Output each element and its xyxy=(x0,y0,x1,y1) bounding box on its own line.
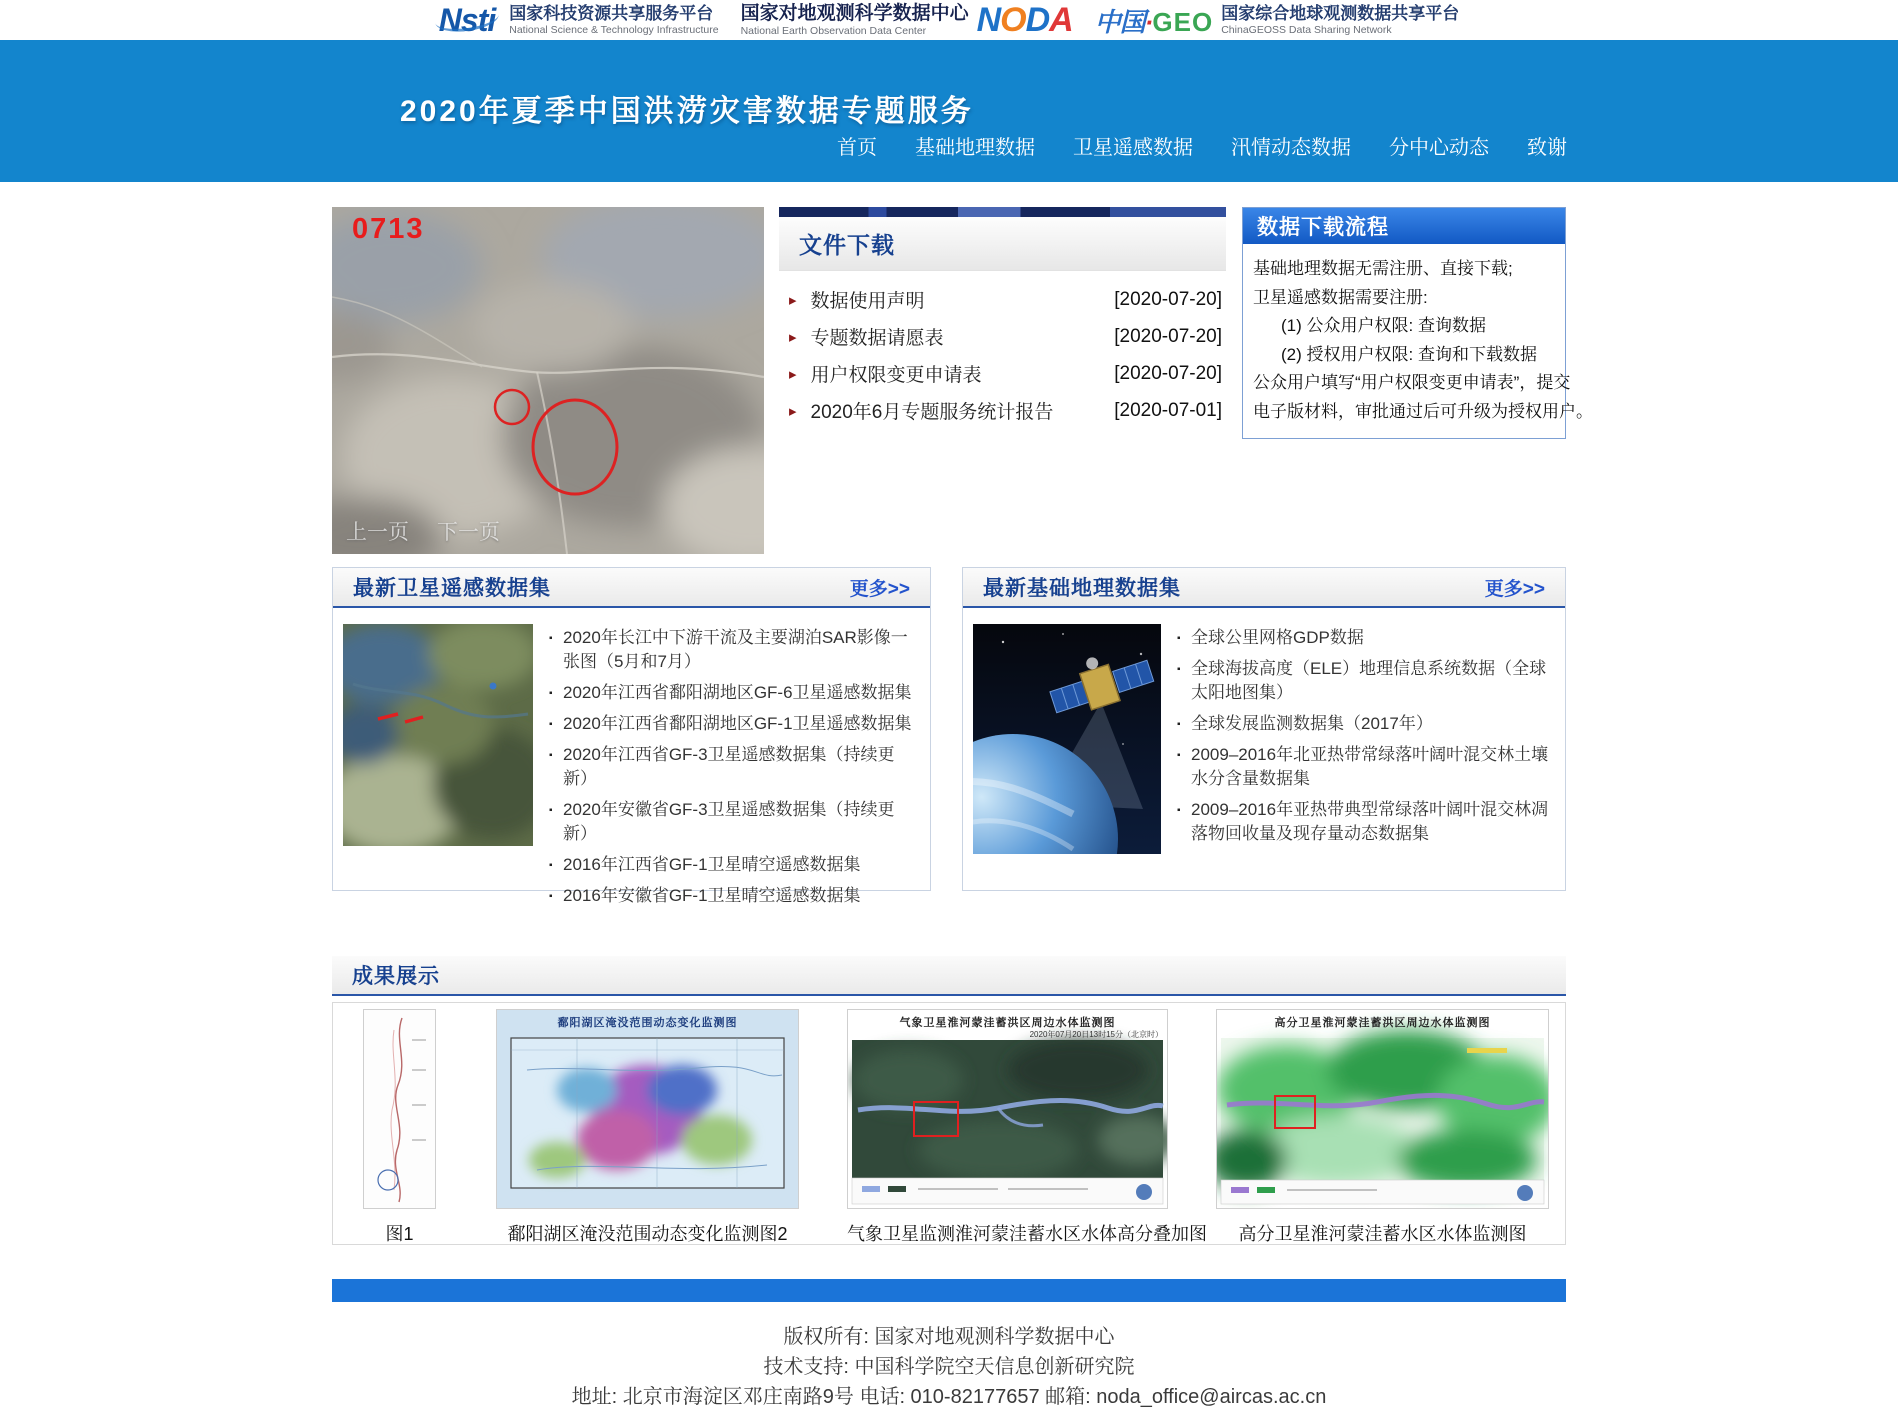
top-logo-bar xyxy=(0,0,1898,40)
process-line: 基础地理数据无需注册、直接下载; xyxy=(1253,259,1513,278)
result-thumbnail-1[interactable] xyxy=(363,1009,436,1246)
results-panel-header xyxy=(332,956,1566,996)
dataset-link[interactable]: ▪ 全球公里网格GDP数据 xyxy=(1177,626,1553,650)
result-caption: 图1 xyxy=(385,1224,414,1244)
footer xyxy=(332,1322,1566,1412)
arrow-bullet-icon: ▸ xyxy=(789,365,797,383)
results-panel-title: 成果展示 xyxy=(352,965,440,988)
download-item-label[interactable]: 专题数据请愿表 xyxy=(810,328,944,349)
result-image-subtitle: 2020年07月20日13时15分（北京时） xyxy=(1029,1030,1163,1039)
download-panel-title: 文件下载 xyxy=(779,217,1226,271)
dataset-link[interactable]: ▪ 2016年安徽省GF-1卫星晴空遥感数据集 xyxy=(549,884,918,908)
main-nav xyxy=(837,131,1567,160)
noda-logo-title: 国家对地观测科学数据中心 xyxy=(740,3,969,25)
square-bullet-icon: ▪ xyxy=(549,688,553,699)
nsti-logo-icon: Nsti xyxy=(439,2,501,39)
earth-satellite-image xyxy=(973,624,1161,854)
nsti-logo-title: 国家科技资源共享服务平台 xyxy=(509,4,714,24)
nav-item-basic-geo-data[interactable]: 基础地理数据 xyxy=(915,137,1035,159)
nav-item-home[interactable]: 首页 xyxy=(837,137,877,159)
footer-contact: 地址: 北京市海淀区邓庄南路9号 电话: 010-82177657 邮箱: noda_office@aircas.ac.cn xyxy=(571,1386,1327,1408)
satellite-panel-more-link[interactable]: 更多>> xyxy=(849,578,910,600)
chinageoss-logo-title: 国家综合地球观测数据共享平台 xyxy=(1221,4,1460,24)
huaihe-gf-map-image xyxy=(1217,1010,1548,1208)
geo-panel-thumbnail[interactable] xyxy=(973,624,1161,874)
dataset-link[interactable]: ▪ 2020年长江中下游干流及主要湖泊SAR影像一张图（5月和7月） xyxy=(549,628,908,671)
download-item-date: [2020-07-20] xyxy=(1114,288,1222,310)
result-caption: 鄱阳湖区淹没范围动态变化监测图2 xyxy=(507,1224,788,1244)
nsti-logo[interactable] xyxy=(439,2,719,39)
download-panel-top-bar xyxy=(779,207,1226,217)
satellite-panel-thumbnail[interactable] xyxy=(343,624,533,874)
geo-panel-more-link[interactable]: 更多>> xyxy=(1484,578,1545,600)
square-bullet-icon: ▪ xyxy=(1177,805,1181,816)
flood-satellite-image xyxy=(332,207,764,554)
nav-item-flood-dynamic-data[interactable]: 汛情动态数据 xyxy=(1231,137,1351,159)
result-caption: 高分卫星淮河蒙洼蓄水区水体监测图 xyxy=(1238,1224,1527,1244)
dataset-link[interactable]: ▪ 2020年江西省鄱阳湖地区GF-6卫星遥感数据集 xyxy=(549,681,918,705)
download-item-date: [2020-07-20] xyxy=(1114,362,1222,384)
chinageoss-logo-icon: 中国·GEO xyxy=(1094,6,1214,37)
dataset-link[interactable]: ▪ 2020年江西省鄱阳湖地区GF-1卫星遥感数据集 xyxy=(549,712,918,736)
site-banner xyxy=(0,40,1898,182)
arrow-bullet-icon: ▸ xyxy=(789,291,797,309)
dataset-link[interactable]: ▪ 2020年安徽省GF-3卫星遥感数据集（持续更新） xyxy=(549,800,895,843)
satellite-panel-title: 最新卫星遥感数据集 xyxy=(353,577,551,600)
download-item-label[interactable]: 2020年6月专题服务统计报告 xyxy=(810,402,1054,423)
nav-item-subcenter-news[interactable]: 分中心动态 xyxy=(1389,137,1489,159)
process-box-title: 数据下载流程 xyxy=(1243,208,1565,244)
result-image-title: 气象卫星淮河蒙洼蓄洪区周边水体监测图 xyxy=(899,1017,1116,1029)
terrain-map-image xyxy=(343,624,533,846)
prev-page-button[interactable]: 上一页 xyxy=(346,521,409,544)
page-title: 2020年夏季中国洪涝灾害数据专题服务 xyxy=(400,95,974,128)
nav-item-satellite-data[interactable]: 卫星遥感数据 xyxy=(1073,137,1193,159)
arrow-bullet-icon: ▸ xyxy=(789,402,797,420)
square-bullet-icon: ▪ xyxy=(549,750,553,761)
download-item-label[interactable]: 用户权限变更申请表 xyxy=(810,365,982,386)
process-line: 公众用户填写“用户权限变更申请表”，提交 xyxy=(1253,373,1571,392)
result-thumbnail-4[interactable] xyxy=(1216,1009,1549,1246)
nav-item-acknowledgement[interactable]: 致谢 xyxy=(1527,137,1567,159)
footer-tech-support: 技术支持: 中国科学院空天信息创新研究院 xyxy=(763,1356,1135,1378)
results-gallery xyxy=(332,1002,1566,1245)
chinageoss-logo[interactable] xyxy=(1095,2,1459,39)
download-item[interactable] xyxy=(779,281,1226,318)
square-bullet-icon: ▪ xyxy=(549,891,553,902)
hero-satellite-slide[interactable] xyxy=(332,207,764,554)
square-bullet-icon: ▪ xyxy=(549,633,553,644)
geo-dataset-list xyxy=(1161,626,1553,874)
result-thumbnail-3[interactable] xyxy=(847,1009,1207,1246)
square-bullet-icon: ▪ xyxy=(1177,750,1181,761)
result-image-title: 鄱阳湖区淹没范围动态变化监测图 xyxy=(557,1017,738,1029)
download-item[interactable] xyxy=(779,318,1226,355)
dataset-link[interactable]: ▪ 全球发展监测数据集（2017年） xyxy=(1177,712,1553,736)
map-strip-image xyxy=(364,1010,435,1208)
square-bullet-icon: ▪ xyxy=(1177,719,1181,730)
dataset-link[interactable]: ▪ 2020年江西省GF-3卫星遥感数据集（持续更新） xyxy=(549,745,895,788)
file-download-panel xyxy=(779,207,1226,429)
geo-panel-title: 最新基础地理数据集 xyxy=(983,577,1181,600)
noda-logo-subtitle: National Earth Observation Data Center xyxy=(740,24,927,37)
download-item[interactable] xyxy=(779,355,1226,392)
dataset-link[interactable]: ▪ 2016年江西省GF-1卫星晴空遥感数据集 xyxy=(549,853,918,877)
satellite-dataset-list xyxy=(533,626,918,905)
dataset-link[interactable]: ▪ 2009–2016年北亚热带常绿落叶阔叶混交林土壤水分含量数据集 xyxy=(1177,745,1549,788)
download-item[interactable] xyxy=(779,392,1226,429)
result-thumbnail-2[interactable] xyxy=(496,1009,799,1246)
square-bullet-icon: ▪ xyxy=(1177,664,1181,675)
latest-basic-geo-datasets-panel xyxy=(962,567,1566,891)
next-page-button[interactable]: 下一页 xyxy=(437,521,500,544)
square-bullet-icon: ▪ xyxy=(1177,633,1181,644)
arrow-bullet-icon: ▸ xyxy=(789,328,797,346)
process-line: (2) 授权用户权限: 查询和下载数据 xyxy=(1281,344,1537,364)
square-bullet-icon: ▪ xyxy=(549,805,553,816)
noda-logo-icon: NODA xyxy=(976,0,1073,39)
download-item-date: [2020-07-01] xyxy=(1114,399,1222,421)
hero-date-label: 0713 xyxy=(352,213,425,245)
result-image-title: 高分卫星淮河蒙洼蓄洪区周边水体监测图 xyxy=(1274,1017,1491,1029)
latest-satellite-datasets-panel xyxy=(332,567,931,905)
process-line: 卫星遥感数据需要注册: xyxy=(1253,287,1428,307)
download-item-date: [2020-07-20] xyxy=(1114,325,1222,347)
download-item-label[interactable]: 数据使用声明 xyxy=(810,291,925,312)
process-line: (1) 公众用户权限: 查询数据 xyxy=(1281,316,1486,335)
square-bullet-icon: ▪ xyxy=(549,860,553,871)
noda-logo[interactable] xyxy=(741,1,1073,40)
result-caption: 气象卫星监测淮河蒙洼蓄水区水体高分叠加图 xyxy=(847,1224,1207,1244)
process-line: 电子版材料，审批通过后可升级为授权用户。 xyxy=(1253,401,1593,421)
nsti-logo-subtitle: National Science & Technology Infrastructure xyxy=(509,23,719,36)
footer-copyright: 版权所有: 国家对地观测科学数据中心 xyxy=(783,1326,1115,1348)
poyang-lake-map-image xyxy=(497,1010,798,1208)
dataset-link[interactable]: ▪ 全球海拔高度（ELE）地理信息系统数据（全球太阳地图集） xyxy=(1177,659,1547,702)
data-download-process-box xyxy=(1242,207,1593,439)
dataset-link[interactable]: ▪ 2009–2016年亚热带典型常绿落叶阔叶混交林凋落物回收量及现存量动态数据集 xyxy=(1177,800,1549,843)
chinageoss-logo-subtitle: ChinaGEOSS Data Sharing Network xyxy=(1221,23,1392,36)
footer-divider-bar xyxy=(332,1279,1566,1302)
square-bullet-icon: ▪ xyxy=(549,719,553,730)
